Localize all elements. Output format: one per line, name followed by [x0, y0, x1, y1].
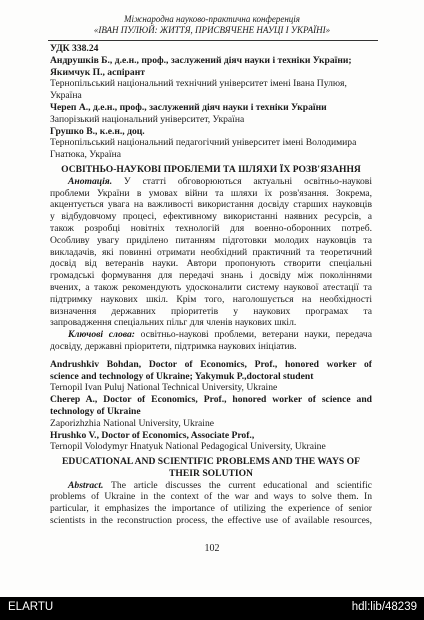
ua-author-block-1	[50, 55, 372, 102]
abstract-line: досвід від ветеранів науки. Автори пропонують створити спеціальні	[50, 258, 372, 270]
udk-code: УДК 338.24	[50, 43, 99, 54]
abstract-line: particular, it emphasizes the importance of utilizing the experience of senior	[50, 503, 372, 515]
author-name: Hrushko V., Doctor of Economics, Associate Prof.,	[50, 429, 255, 441]
article-body	[50, 43, 372, 527]
abstract-line: підтримку наукових шкіл. Крім того, наголошується на необхідності	[50, 293, 372, 305]
abstract-first-line: Abstract. The article discusses the current educational and scientific	[68, 479, 372, 491]
author-name: Andrushkiv Bohdan, Doctor of Economics, Prof., honored worker of	[50, 358, 372, 370]
author-affiliation: Ternopil Volodymyr Hnatyuk National Pedagogical University, Ukraine	[50, 441, 326, 453]
repository-name: ELARTU	[8, 601, 54, 613]
author-affiliation: Україна	[50, 90, 82, 102]
title-line: EDUCATIONAL AND SCIENTIFIC PROBLEMS AND THE WAYS OF	[62, 456, 360, 468]
title-line: THEIR SOLUTION	[169, 467, 253, 479]
abstract-line: у відбудовчому процесі, ефективному використанні наявних ресурсів, а	[50, 211, 372, 223]
abstract-line: викладачів, які повинні отримати необхідний практичний та теоретичний	[50, 246, 372, 258]
ua-author-block-2	[50, 102, 372, 126]
abstract-line: проблеми України в умовах війни та шляхи їх розв'язання. Зокрема,	[50, 187, 372, 199]
author-affiliation: Тернопільський національний технічний університет імені Івана Пулюя,	[50, 78, 347, 90]
keywords-last-line: досвіду, державні пріоритети, підтримка наукових ініціатив.	[50, 340, 297, 352]
en-article-title	[50, 456, 372, 480]
keywords-label: Ключові слова:	[68, 329, 135, 341]
en-author-block-3	[50, 430, 372, 454]
abstract-line: problems of Ukraine in the context of the war and ways to solve them. In	[50, 491, 372, 503]
author-name: Череп А., д.е.н., проф., заслужений діяч науки і техніки України	[50, 101, 327, 113]
repository-footer	[0, 597, 424, 620]
author-affiliation: Гнатюка, Україна	[50, 149, 121, 161]
author-name: science and technology of Ukraine; Yakymuk P.,doctoral student	[50, 370, 314, 382]
en-abstract	[50, 480, 372, 527]
conference-title: «ІВАН ПУЛЮЙ: ЖИТТЯ, ПРИСВЯЧЕНЕ НАУЦІ І УКРАЇНІ»	[93, 25, 331, 35]
abstract-line: акцентується увага на важливості використання досвіду старших науковців	[50, 199, 372, 211]
author-name: Якимчук П., аспірант	[50, 66, 145, 78]
abstract-first-line: Анотація. У статті обговорюються актуальні освітньо-наукові	[68, 175, 372, 187]
abstract-line: вчених, а також рекомендують удосконалити систему наукової атестації та	[50, 281, 372, 293]
ua-abstract	[50, 176, 372, 329]
abstract-line: scientists in the reconstruction process, the effective use of available resources,	[50, 515, 372, 527]
ua-keywords	[50, 329, 372, 353]
ua-article-title: ОСВІТНЬО-НАУКОВІ ПРОБЛЕМИ ТА ШЛЯХИ ЇХ РОЗВ'ЯЗАННЯ	[61, 163, 361, 175]
abstract-line: громадські формування для передачі знань і досвіду між поколіннями	[50, 270, 372, 282]
en-author-block-2	[50, 394, 372, 429]
abstract-label: Abstract.	[68, 479, 104, 491]
author-affiliation: Zaporizhzhia National University, Ukraine	[50, 417, 215, 429]
author-affiliation: Тернопільський національний педагогічний університет імені Володимира	[50, 137, 357, 149]
abstract-last-line: запровадження спеціальних пільг для членів наукових шкіл.	[50, 317, 297, 329]
keywords-first-line: Ключові слова: освітньо-наукові проблеми, ветерани науки, передача	[68, 329, 372, 341]
author-affiliation: Запорізький національний університет, Україна	[50, 113, 245, 125]
author-name: Грушко В., к.е.н., доц.	[50, 125, 145, 137]
author-affiliation: Ternopil Ivan Puluj National Technical University, Ukraine	[50, 382, 278, 394]
conference-name: Міжнародна науково-практична конференція	[124, 14, 300, 24]
en-author-block-1	[50, 359, 372, 394]
conference-header	[0, 14, 424, 36]
header-divider	[48, 40, 378, 41]
handle-id: hdl:lib/48239	[351, 601, 417, 613]
author-name: Cherep A., Doctor of Economics, Prof., honored worker of science and	[50, 394, 372, 406]
abstract-line: Особливу увагу приділено питанням підготовки молодих науковців та	[50, 234, 372, 246]
ua-author-block-3	[50, 126, 372, 161]
abstract-line: також розробці новітніх технологій для военно-оборонних потреб.	[50, 222, 372, 234]
author-name: Андрушків Б., д.е.н., проф., заслужений діяч науки і техніки України;	[50, 54, 352, 66]
author-name: technology of Ukraine	[50, 405, 141, 417]
abstract-line: визначення державних пріоритетів у наукових програмах та	[50, 305, 372, 317]
page-number: 102	[204, 543, 220, 554]
abstract-label: Анотація.	[68, 175, 113, 187]
